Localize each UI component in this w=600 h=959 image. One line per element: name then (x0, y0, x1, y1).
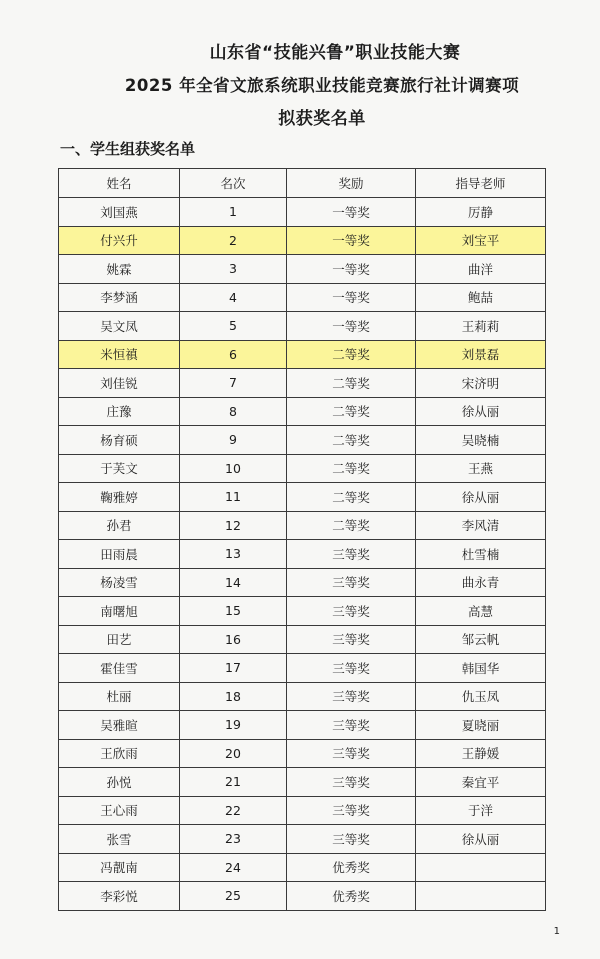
cell-name: 姚霖 (59, 255, 180, 284)
cell-award: 二等奖 (287, 483, 416, 512)
cell-teacher: 韩国华 (416, 654, 546, 683)
cell-name: 王心雨 (59, 796, 180, 825)
page-number: 1 (553, 926, 560, 937)
table-body (59, 198, 546, 911)
cell-teacher: 吴晓楠 (416, 426, 546, 455)
cell-teacher: 仇玉凤 (416, 682, 546, 711)
cell-teacher: 徐从丽 (416, 397, 546, 426)
table-row (59, 511, 546, 540)
cell-award: 三等奖 (287, 739, 416, 768)
table-row (59, 340, 546, 369)
cell-name: 米恒禛 (59, 340, 180, 369)
cell-award: 三等奖 (287, 625, 416, 654)
cell-teacher: 夏晓丽 (416, 711, 546, 740)
cell-award: 一等奖 (287, 312, 416, 341)
cell-teacher: 李风清 (416, 511, 546, 540)
cell-name: 李彩悦 (59, 882, 180, 911)
cell-rank: 15 (180, 597, 287, 626)
cell-teacher: 曲洋 (416, 255, 546, 284)
table-row (59, 625, 546, 654)
table-row (59, 568, 546, 597)
table-row (59, 853, 546, 882)
cell-teacher: 鲍喆 (416, 283, 546, 312)
header-name: 姓名 (59, 169, 180, 198)
document-title-line-3: 拟获奖名单 (278, 109, 366, 129)
cell-name: 霍佳雪 (59, 654, 180, 683)
table-row (59, 540, 546, 569)
cell-award: 二等奖 (287, 511, 416, 540)
cell-teacher (416, 882, 546, 911)
cell-award: 三等奖 (287, 540, 416, 569)
cell-name: 付兴升 (59, 226, 180, 255)
cell-award: 三等奖 (287, 597, 416, 626)
cell-name: 杨育硕 (59, 426, 180, 455)
cell-award: 二等奖 (287, 340, 416, 369)
cell-award: 三等奖 (287, 654, 416, 683)
cell-rank: 2 (180, 226, 287, 255)
cell-name: 刘国燕 (59, 198, 180, 227)
cell-rank: 18 (180, 682, 287, 711)
cell-teacher: 秦宜平 (416, 768, 546, 797)
cell-rank: 17 (180, 654, 287, 683)
cell-rank: 16 (180, 625, 287, 654)
document-title-line-1: 山东省“技能兴鲁”职业技能大赛 (209, 43, 461, 63)
table-row (59, 397, 546, 426)
cell-award: 优秀奖 (287, 882, 416, 911)
cell-rank: 13 (180, 540, 287, 569)
cell-teacher: 宋济明 (416, 369, 546, 398)
table-row (59, 483, 546, 512)
cell-rank: 22 (180, 796, 287, 825)
cell-award: 二等奖 (287, 426, 416, 455)
table-row (59, 198, 546, 227)
cell-name: 于芙文 (59, 454, 180, 483)
cell-name: 鞠雅婷 (59, 483, 180, 512)
cell-rank: 8 (180, 397, 287, 426)
cell-teacher: 王静媛 (416, 739, 546, 768)
cell-award: 二等奖 (287, 369, 416, 398)
cell-name: 刘佳锐 (59, 369, 180, 398)
cell-rank: 6 (180, 340, 287, 369)
cell-award: 一等奖 (287, 283, 416, 312)
cell-rank: 12 (180, 511, 287, 540)
cell-rank: 14 (180, 568, 287, 597)
header-teacher: 指导老师 (416, 169, 546, 198)
cell-name: 李梦涵 (59, 283, 180, 312)
cell-award: 一等奖 (287, 255, 416, 284)
cell-award: 一等奖 (287, 198, 416, 227)
cell-rank: 21 (180, 768, 287, 797)
table-row (59, 768, 546, 797)
table-row (59, 369, 546, 398)
table-row (59, 283, 546, 312)
table-header-row (59, 169, 546, 198)
table-row (59, 226, 546, 255)
cell-rank: 23 (180, 825, 287, 854)
cell-teacher: 曲永青 (416, 568, 546, 597)
cell-rank: 19 (180, 711, 287, 740)
cell-rank: 1 (180, 198, 287, 227)
table-row (59, 312, 546, 341)
cell-rank: 25 (180, 882, 287, 911)
cell-award: 三等奖 (287, 682, 416, 711)
cell-teacher: 杜雪楠 (416, 540, 546, 569)
table-row (59, 739, 546, 768)
cell-teacher: 高慧 (416, 597, 546, 626)
cell-name: 张雪 (59, 825, 180, 854)
cell-award: 一等奖 (287, 226, 416, 255)
cell-award: 三等奖 (287, 711, 416, 740)
cell-teacher: 于洋 (416, 796, 546, 825)
table-row (59, 682, 546, 711)
cell-name: 田雨晨 (59, 540, 180, 569)
table-row (59, 597, 546, 626)
cell-rank: 3 (180, 255, 287, 284)
cell-rank: 5 (180, 312, 287, 341)
cell-name: 杨凌雪 (59, 568, 180, 597)
section-heading: 一、学生组获奖名单 (60, 140, 196, 158)
table-row (59, 426, 546, 455)
cell-award: 优秀奖 (287, 853, 416, 882)
cell-award: 三等奖 (287, 796, 416, 825)
cell-rank: 24 (180, 853, 287, 882)
cell-name: 孙悦 (59, 768, 180, 797)
cell-rank: 9 (180, 426, 287, 455)
cell-name: 冯靓南 (59, 853, 180, 882)
cell-rank: 20 (180, 739, 287, 768)
award-table (58, 168, 546, 911)
cell-teacher: 王燕 (416, 454, 546, 483)
table-row (59, 654, 546, 683)
cell-name: 孙君 (59, 511, 180, 540)
cell-name: 杜丽 (59, 682, 180, 711)
cell-teacher: 刘宝平 (416, 226, 546, 255)
table-row (59, 255, 546, 284)
cell-teacher: 徐从丽 (416, 483, 546, 512)
cell-name: 南曙旭 (59, 597, 180, 626)
cell-teacher: 徐从丽 (416, 825, 546, 854)
table-row (59, 796, 546, 825)
cell-teacher: 邹云帆 (416, 625, 546, 654)
cell-name: 吴雅暄 (59, 711, 180, 740)
cell-teacher: 王莉莉 (416, 312, 546, 341)
table-row (59, 882, 546, 911)
cell-teacher: 刘景磊 (416, 340, 546, 369)
cell-teacher (416, 853, 546, 882)
cell-name: 吴文凤 (59, 312, 180, 341)
cell-award: 三等奖 (287, 825, 416, 854)
cell-award: 二等奖 (287, 454, 416, 483)
cell-rank: 4 (180, 283, 287, 312)
cell-name: 田艺 (59, 625, 180, 654)
cell-rank: 10 (180, 454, 287, 483)
cell-rank: 11 (180, 483, 287, 512)
cell-name: 王欣雨 (59, 739, 180, 768)
header-rank: 名次 (180, 169, 287, 198)
header-award: 奖励 (287, 169, 416, 198)
cell-award: 二等奖 (287, 397, 416, 426)
cell-award: 三等奖 (287, 568, 416, 597)
cell-name: 庄豫 (59, 397, 180, 426)
cell-teacher: 厉静 (416, 198, 546, 227)
cell-rank: 7 (180, 369, 287, 398)
document-title-line-2: 2025 年全省文旅系统职业技能竞赛旅行社计调赛项 (124, 76, 520, 95)
cell-award: 三等奖 (287, 768, 416, 797)
table-row (59, 454, 546, 483)
table-row (59, 825, 546, 854)
table-row (59, 711, 546, 740)
